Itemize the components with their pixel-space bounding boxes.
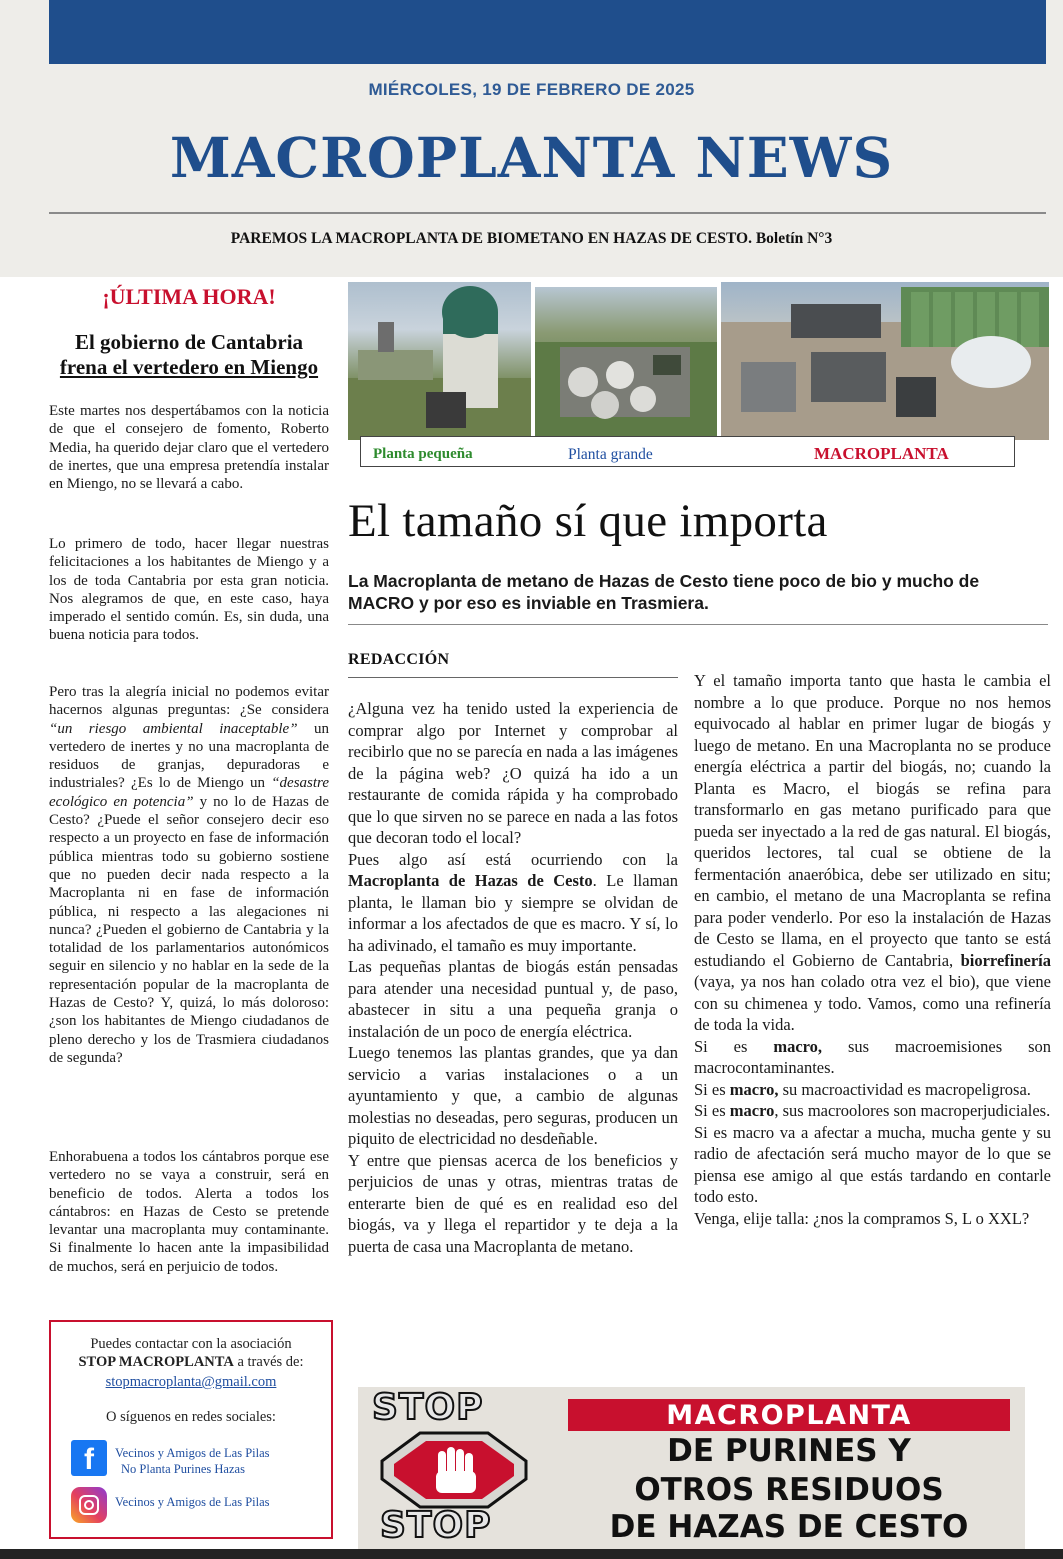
macroplant-photo — [721, 282, 1049, 440]
instagram-account-name[interactable]: Vecinos y Amigos de Las Pilas — [115, 1495, 270, 1509]
left-article-headline — [49, 330, 329, 380]
banner-line-2: OTROS RESIDUOS — [634, 1472, 944, 1508]
social-follow-label: O síguenos en redes sociales: — [106, 1409, 276, 1425]
left-p3-quote-1: “un riesgo ambiental inaceptable” — [49, 720, 298, 737]
article-column-2 — [694, 670, 1051, 1229]
article-p6-c: (vaya, ya nos han colado otra vez el bio), que viene con su chimenea y todo. Vamos, como una refinería de toda la vida. — [694, 972, 1051, 1034]
caption-small-plant: Planta pequeña — [373, 446, 473, 462]
article-paragraph-3: Las pequeñas plantas de biogás están pensadas para atender una necesidad puntual y, de paso, abastecer in situ a una pequeña granja o instalación de un poco de energía eléctrica. — [348, 957, 678, 1041]
left-paragraph-1: Este martes nos despertábamos con la noticia de que el consejero de fomento, Roberto Media, ha querido dejar claro que el vertedero de inertes, que una empresa pretendía instalar en Miengo, no se llevará a cabo. — [49, 403, 329, 493]
facebook-icon[interactable]: f — [71, 1440, 107, 1476]
article-p2-bold: Macroplanta de Hazas de Cesto — [348, 871, 593, 890]
si3-c: , sus macroolores son macroperjudiciales. — [774, 1101, 1051, 1120]
small-plant-illustration — [348, 282, 531, 440]
masthead-divider — [49, 212, 1046, 214]
left-paragraph-3 — [49, 683, 329, 1067]
byline-divider — [348, 677, 678, 678]
article-p2-a: Pues algo así está ocurriendo con la — [348, 849, 678, 869]
breaking-news-label: ¡ÚLTIMA HORA! — [102, 284, 276, 309]
article-si-line-1 — [694, 1036, 1051, 1079]
contact-org-line — [51, 1354, 331, 1371]
caption-macroplant: MACROPLANTA — [814, 444, 949, 463]
contact-email-link[interactable]: stopmacroplanta@gmail.com — [105, 1374, 277, 1390]
article-byline: REDACCIÓN — [348, 651, 450, 668]
instagram-icon[interactable] — [71, 1487, 107, 1523]
si2-c: su macroactividad es macropeligrosa. — [778, 1079, 1031, 1099]
article-paragraph-5: Y entre que piensas acerca de los beneficios y perjuicios de unas y otras, mientras tratas de enterarte bien de qué es en realidad eso del biogás, va y llega el repartidor y te deja a la puerta de casa una Macroplanta de metano. — [348, 1150, 678, 1256]
article-paragraph-7: Si es macro va a afectar a mucha, mucha gente y su radio de afectación será mucho mayor de lo que se piensa ese amigo al que estás tardando en contarle todo esto. — [694, 1122, 1051, 1206]
si2-a: Si es — [694, 1079, 730, 1099]
contact-suffix: a través de: — [233, 1354, 304, 1370]
article-si-line-3 — [694, 1100, 1051, 1122]
article-paragraph-1: ¿Alguna vez ha tenido usted la experiencia de comprar algo por Internet y comprobar al recibirlo que no se parecía en nada a las imágenes de la página web? ¿O quizá ha ido a un restaurante de comida rápida y ha comprobado que lo que sirven no se parece en nada a las fotos que decoran todo el local? — [348, 699, 678, 847]
banner-line-3: DE HAZAS DE CESTO — [609, 1509, 969, 1545]
banner-stop-top: STOP — [372, 1387, 484, 1428]
left-p3-text-c: un vertedero de inertes y no una macroplanta de residuos de granjas, depuradoras e industriales? ¿Es lo de Miengo un — [49, 720, 330, 792]
small-plant-photo — [348, 282, 531, 440]
contact-intro: Puedes contactar con la asociación — [90, 1336, 292, 1352]
bottom-bar — [0, 1549, 1063, 1559]
left-headline-line2: frena el vertedero en Miengo — [59, 355, 319, 379]
masthead-top-bar — [49, 0, 1046, 64]
banner-macroplanta: MACROPLANTA — [568, 1399, 1010, 1431]
facebook-page-name[interactable]: Vecinos y Amigos de Las Pilas — [115, 1446, 270, 1460]
article-paragraph-2 — [348, 849, 678, 957]
left-headline-line1: El gobierno de Cantabria — [74, 330, 304, 354]
article-p6-bold: biorrefinería — [960, 950, 1051, 970]
article-p6-a: Y el tamaño importa tanto que hasta le cambia el nombre a lo que produce. Porque no nos hemos equivocado al hablar en primer lugar de biogás y luego de metano. En una Macroplanta no se produce energía eléctrica a partir del biogás, no; cuando la Planta es Macro, el biogás se refina para transformarlo en gas metano purificado para que pueda ser inyectado a la red de gas natural. El biogás, queridos lectores, tal cual se obtiene de la fermentación anaeróbica, debe ser utilizado en situ; en cambio, el metano de una Macroplanta se refina para poder venderlo. Por eso la instalación de Hazas de Cesto se llama, en el proyecto que tanto se está estudiando el Gobierno de Cantabria, — [694, 671, 1051, 970]
article-paragraph-4: Luego tenemos las plantas grandes, que ya dan servicio a varias instalaciones o a un ayuntamiento y que, a cambio de algunas molestias no deseadas, pero seguras, producen un piquito de electricidad no desdeñable. — [348, 1043, 678, 1148]
standfirst-divider — [348, 624, 1048, 625]
si1-c: sus macroemisiones son macrocontaminantes. — [694, 1036, 1051, 1077]
left-p3-quote-2: “desastre ecológico en potencia” — [49, 775, 329, 810]
tagline: PAREMOS LA MACROPLANTA DE BIOMETANO EN HAZAS DE CESTO. Boletín N°3 — [230, 230, 833, 247]
masthead — [0, 0, 1063, 277]
left-paragraph-2: Lo primero de todo, hacer llegar nuestras felicitaciones a los habitantes de Miengo y a los de toda Cantabria por esta gran noticia. Nos alegramos de que, en este caso, haya imperado el sentido común. Es, sin duda, una buena noticia para todos. — [49, 536, 329, 644]
si3-bold: macro — [729, 1101, 775, 1120]
left-paragraph-4: Enhorabuena a todos los cántabros porque ese vertedero no se vaya a construir, será en beneficio de todos. Alerta a todos los cántabros: en Hazas de Cesto se pretende levantar una macroplanta muy contaminante. Si finalmente lo hacen ante la impasibilidad de muchos, será en perjuicio de todos. — [49, 1149, 329, 1275]
article-paragraph-6 — [694, 670, 1051, 1036]
caption-large-plant: Planta grande — [568, 446, 653, 463]
article-paragraph-8: Venga, elije talla: ¿nos la compramos S, L o XXL? — [694, 1208, 1030, 1228]
banner-line-1: DE PURINES Y — [667, 1433, 911, 1469]
si3-a: Si es — [694, 1101, 730, 1120]
stop-hand-icon — [380, 1431, 528, 1509]
facebook-page-subtitle[interactable]: No Planta Purines Hazas — [121, 1462, 245, 1476]
contact-box — [49, 1320, 333, 1539]
article-standfirst: La Macroplanta de metano de Hazas de Cesto tiene poco de bio y mucho de MACRO y por eso es inviable en Trasmiera. — [348, 571, 980, 613]
si2-bold: macro, — [729, 1079, 779, 1099]
stop-macroplanta-banner — [358, 1387, 1025, 1549]
article-si-line-2 — [694, 1079, 1051, 1101]
large-plant-illustration — [535, 287, 717, 440]
article-p2-c: . Le llaman planta, le llaman bio y siempre se olvidan de informar a los afectados de que es macro. Y sí, lo ha adivinado, el tamaño es muy importante. — [348, 871, 678, 955]
photo-caption-bar — [360, 436, 1015, 467]
newspaper-title: MACROPLANTA NEWS — [169, 125, 894, 190]
si1-a: Si es — [694, 1036, 774, 1056]
left-p3-text-e: y no lo de Hazas de Cesto? ¿Puede el señor consejero decir eso respecto a un proyecto en fase de información pública mientras todo su gobierno sostiene que no pueden decir nada respecto a la Macroplanta ni en fase de información pública, ni respecto a las alegaciones ni nunca? ¿Pueden el gobierno de Cantabria y la totalidad de los parlamentarios autonómicos seguir en silencio y no hablar en la sede de la representación popular de la macroplanta de Hazas de Cesto? Y, quizá, lo más doloroso: ¿son los habitantes de Miengo ciudadanos de pleno derecho y los de Trasmiera ciudadanos de segunda? — [49, 793, 329, 1066]
macroplant-illustration — [721, 282, 1049, 440]
large-plant-photo — [535, 287, 717, 440]
left-p3-text-a: Pero tras la alegría inicial no podemos evitar hacernos algunas preguntas: ¿Se considera — [49, 684, 329, 719]
issue-date: MIÉRCOLES, 19 DE FEBRERO DE 2025 — [368, 80, 695, 99]
si1-bold: macro, — [773, 1036, 823, 1056]
contact-org: STOP MACROPLANTA — [78, 1354, 234, 1370]
main-article-headline: El tamaño sí que importa — [348, 495, 828, 547]
article-column-1 — [348, 698, 678, 1257]
banner-stop-bottom: STOP — [380, 1505, 492, 1546]
